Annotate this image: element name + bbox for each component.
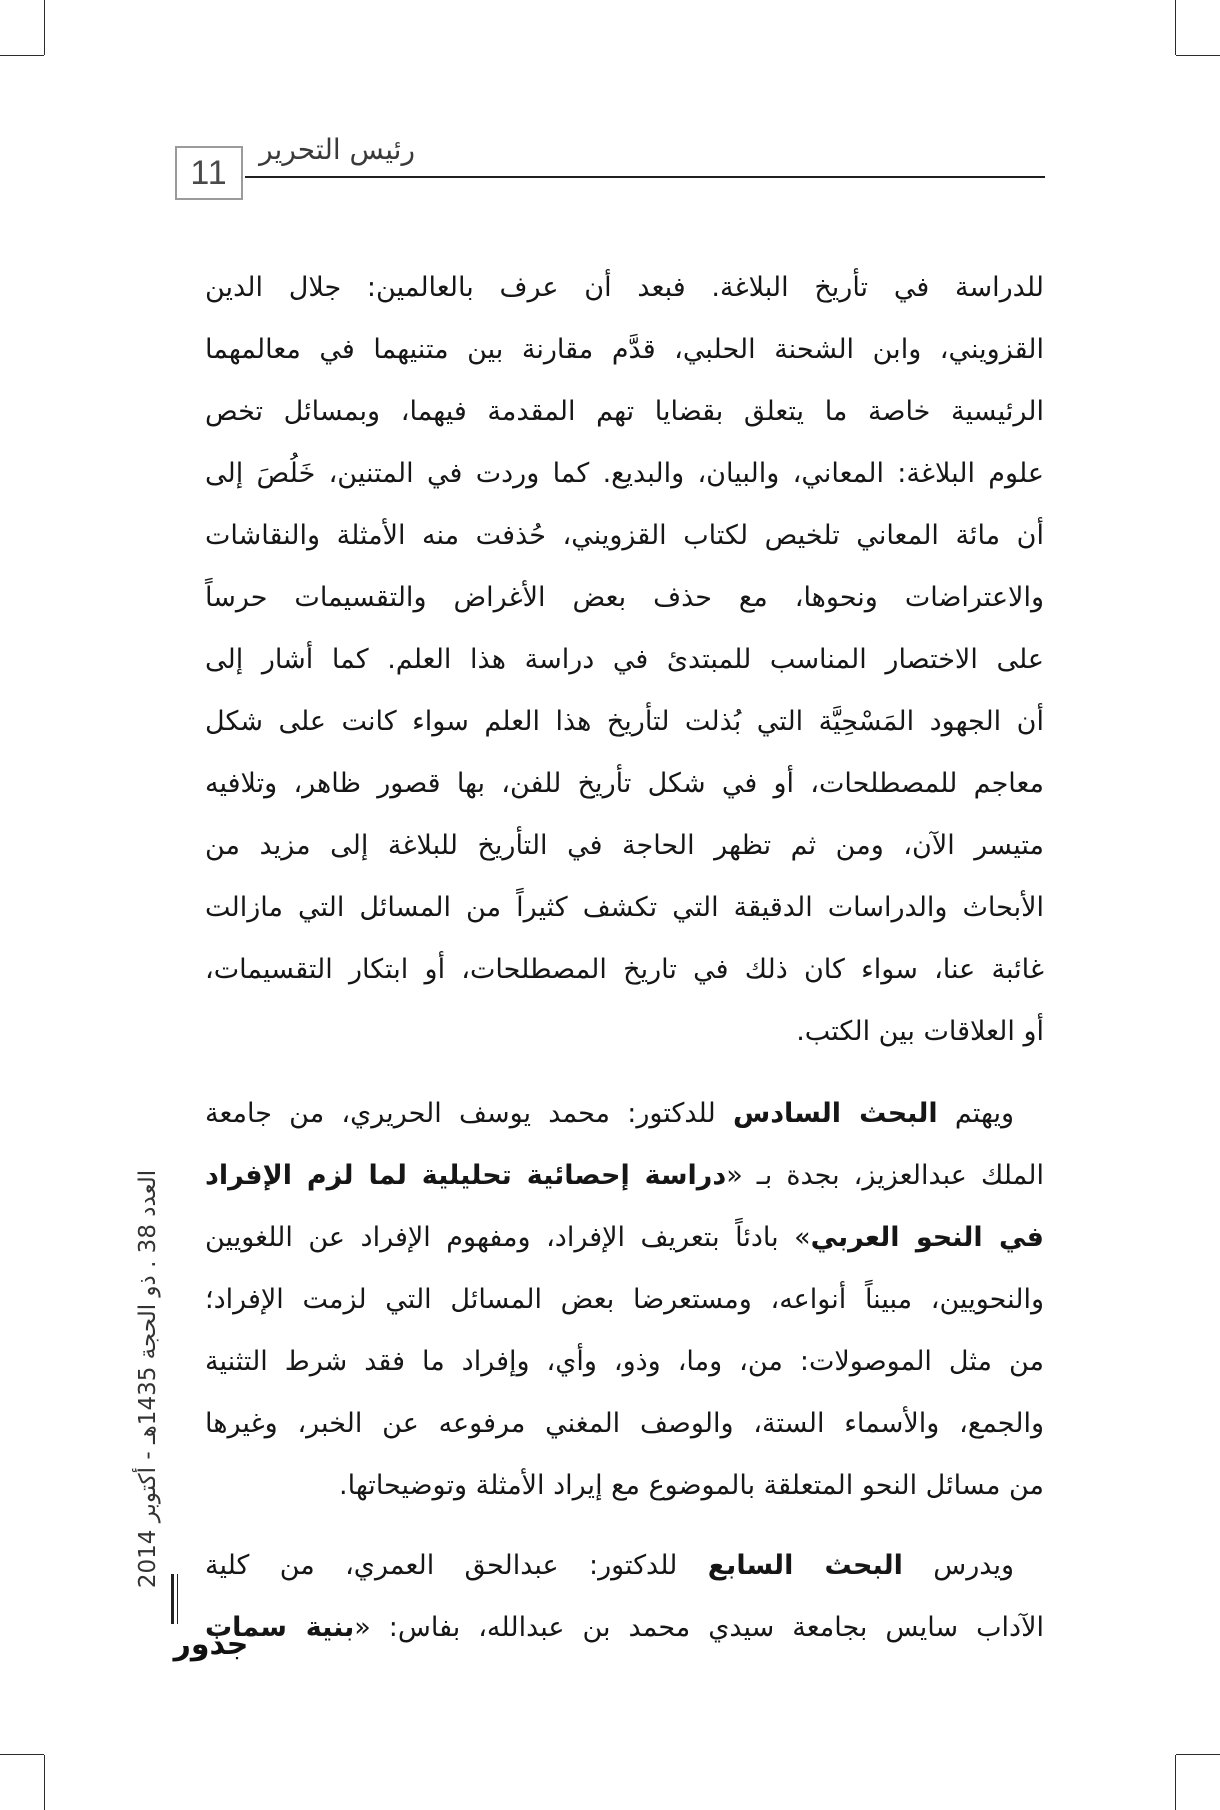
issue-info: العدد 38 . ذو الحجة 1435هـ - أكتوبر 2014 [135, 1169, 161, 1589]
text-run: ويهتم [937, 1098, 1014, 1129]
text-line: معاجم للمصطلحات، أو في شكل تأريخ للفن، بها قصور ظاهر، وتلافيه [205, 768, 1044, 799]
text-line: من مسائل النحو المتعلقة بالموضوع مع إيراد الأمثلة وتوضيحاتها. [339, 1470, 1044, 1501]
paragraph-1 [205, 257, 1044, 1063]
logo-bar [171, 1574, 174, 1624]
crop-mark-top-left-horizontal [0, 55, 44, 56]
bold-term: البحث السادس [732, 1098, 938, 1129]
header-rule [245, 176, 1045, 178]
bold-title: دراسة إحصائية تحليلية لما لزم الإفراد [205, 1160, 727, 1191]
bold-term: البحث السابع [707, 1550, 903, 1581]
crop-mark-bottom-right-horizontal [1176, 1754, 1220, 1755]
text-line [205, 1145, 1044, 1207]
text-run: الآداب سايس بجامعة سيدي محمد بن عبدالله، بفاس: « [354, 1612, 1044, 1643]
crop-mark-top-right-vertical [1175, 0, 1176, 55]
text-run: للدكتور: عبدالحق العمري، من كلية [205, 1550, 708, 1581]
text-line: الأبحاث والدراسات الدقيقة التي تكشف كثيراً من المسائل التي مازالت [205, 892, 1044, 923]
crop-mark-bottom-left-horizontal [0, 1754, 44, 1755]
text-line: علوم البلاغة: المعاني، والبيان، والبديع. كما وردت في المتنين، خَلُصَ إلى [205, 458, 1044, 489]
text-line: من مثل الموصولات: من، وما، وذو، وأي، وإفراد ما فقد شرط التثنية [205, 1346, 1044, 1377]
paragraph-3 [205, 1535, 1044, 1659]
crop-mark-top-left-vertical [44, 0, 45, 55]
text-line: أو العلاقات بين الكتب. [796, 1016, 1044, 1047]
text-line: والاعتراضات ونحوها، مع حذف بعض الأغراض والتقسيمات حرساً [205, 582, 1044, 613]
text-line: أن مائة المعاني تلخيص لكتاب القزويني، حُذفت منه الأمثلة والنقاشات [205, 520, 1044, 551]
text-line: متيسر الآن، ومن ثم تظهر الحاجة في التأريخ للبلاغة إلى مزيد من [205, 830, 1044, 861]
crop-mark-bottom-left-vertical [44, 1755, 45, 1810]
text-line: القزويني، وابن الشحنة الحلبي، قدَّم مقارنة بين متنيهما في معالمهما [205, 334, 1044, 365]
text-line [205, 1207, 1044, 1269]
text-run: للدكتور: محمد يوسف الحريري، من جامعة [205, 1098, 733, 1129]
crop-mark-bottom-right-vertical [1175, 1755, 1176, 1810]
text-line: والنحويين، مبيناً أنواعه، ومستعرضا بعض المسائل التي لزمت الإفراد؛ [205, 1284, 1044, 1315]
text-run: » بادئاً بتعريف الإفراد، ومفهوم الإفراد عن اللغويين [205, 1222, 811, 1253]
text-line: أن الجهود المَسْحِيَّة التي بُذلت لتأريخ هذا العلم سواء كانت على شكل [205, 706, 1044, 737]
paragraph-2 [205, 1083, 1044, 1517]
crop-mark-top-right-horizontal [1176, 55, 1220, 56]
text-line: للدراسة في تأريخ البلاغة. فبعد أن عرف بالعالمين: جلال الدين [205, 272, 1044, 303]
logo-bar [177, 1574, 178, 1624]
text-run: ويدرس [902, 1550, 1014, 1581]
text-line: على الاختصار المناسب للمبتدئ في دراسة هذا العلم. كما أشار إلى [205, 644, 1044, 675]
bold-title: في النحو العربي [810, 1222, 1044, 1253]
text-line: والجمع، والأسماء الستة، والوصف المغني مرفوعه عن الخبر، وغيرها [205, 1408, 1044, 1439]
text-run: الملك عبدالعزيز، بجدة بـ « [726, 1160, 1044, 1191]
text-line [205, 1535, 1044, 1597]
text-line [205, 1083, 1044, 1145]
section-title: رئيس التحرير [259, 133, 415, 166]
page-number-box: 11 [175, 146, 243, 200]
bold-title: بنية سمات [205, 1612, 355, 1643]
text-line [205, 1597, 1044, 1659]
journal-logo: جذور [173, 1627, 249, 1662]
text-line: غائبة عنا، سواء كان ذلك في تاريخ المصطلحات، أو ابتكار التقسيمات، [205, 954, 1044, 985]
text-line: الرئيسية خاصة ما يتعلق بقضايا تهم المقدمة فيهما، وبمسائل تخص [205, 396, 1044, 427]
